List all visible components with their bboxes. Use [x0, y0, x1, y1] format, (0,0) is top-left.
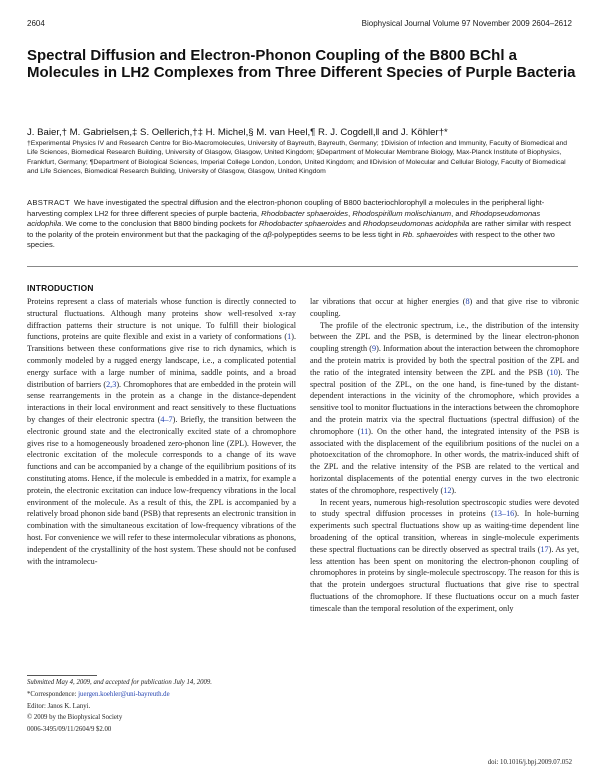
article-title: Spectral Diffusion and Electron-Phonon Coupling of the B800 BChl a Molecules in LH2 Complexes from Three Different Species of Purple Bacteria: [27, 47, 576, 81]
abstract-text: , and: [451, 208, 471, 218]
abstract-text: We have investigated the spectral diffusion and the electron-phonon coupling of B800 bacteriochlorophyll: [73, 198, 429, 207]
body-text: ). Information about the interaction between the chromophore and the protein matrix is provided by both the spectral position of the ZPL and the ratio of the integrated intensity between the ZPL and the PSB (: [310, 344, 579, 377]
abstract-italic-term: Rhodopseudomonas acidophila: [362, 219, 470, 229]
abstract-italic-term: Rhodobacter sphaeroides: [259, 219, 347, 229]
body-text: ). In hole-burning experiments such spectral fluctuations show up as waiting-time dependent line broadening of the optical transition, whereas in single-molecule experiments these spectral fluctuations can be directly observed as spectral trails (: [310, 509, 579, 554]
abstract: [27, 198, 577, 251]
editor-note: Editor: Janos K. Lanyi.: [27, 702, 91, 710]
body-text: ) and that give rise to vibronic coupling.: [310, 297, 579, 318]
body-paragraph: [310, 497, 579, 615]
abstract-text: and: [346, 219, 363, 229]
affiliations: †Experimental Physics IV and Research Centre for Bio-Macromolecules, University of Bayreuth, Bayreuth, Germany; ‡Division of Infection and Immunity, Faculty of Biomedical and Life Sciences, Biomedical Research Building, University of Glasgow, Glasgow, United Kingdom; §Department of Molecular Membrane Biology, Max-Planck Institute of Biophysics, Frankfurt, Germany; ¶Department of Biological Sciences, Imperial College London, London, United Kingdom; and ‖Division of Molecular and Cellular Biology, Faculty of Biomedical and Life Sciences, Biomedical Research Building, University of Glasgow, Glasgow, United Kingdom: [27, 140, 568, 176]
abstract-text: are rather similar with respect to the polarity of the protein environment but that the packaging of the: [27, 219, 572, 239]
correspondence-email-link[interactable]: juergen.koehler@uni-bayreuth.de: [78, 690, 170, 698]
copyright-note: © 2009 by the Biophysical Society: [27, 714, 123, 722]
footnotes: [27, 677, 297, 736]
body-text: In recent years, numerous high-resolution spectroscopic studies were devoted to study spectral diffusion processes in proteins (: [310, 497, 579, 519]
citation-link[interactable]: 8: [465, 297, 470, 306]
abstract-text: -polypeptides seems to be less tight in: [271, 229, 403, 239]
abstract-body: [27, 198, 571, 249]
footnote-divider: [27, 675, 97, 676]
body-text: The profile of the electronic spectrum, i.e., the distribution of the intensity between the ZPL and the PSB, is determined by the linear electron-phonon coupling strength (: [310, 320, 579, 354]
body-text: Proteins represent a class of materials whose function is directly connected to structural fluctuations. Although many proteins show well-resolved x-ray diffraction patterns their structure is not unique. To fulfill their biological functions, proteins are quite flexible and exist in a variety of conformations (: [27, 297, 296, 342]
abstract-text: with respect to the other two species.: [27, 229, 555, 250]
body-text: ). Transitions between these conformations give rise to rich dynamics, which is commonly modeled by a rugged energy landscape, i.e., a complicated potential energy surface with a large number of minima, saddle points, and a broad distribution of barriers (: [27, 332, 296, 389]
citation-link[interactable]: 9: [372, 344, 377, 354]
body-column-left: [27, 296, 296, 567]
body-paragraph: [310, 320, 579, 497]
page-number: 2604: [27, 19, 45, 28]
body-text: lar vibrations that occur at higher energies (: [310, 297, 466, 306]
body-text: ). Briefly, the transition between the electronic ground state and the electronically excited state of a chromophore gives rise to a homogeneously broadened zero-phonon line (ZPL). However, the electronic excitation of the molecule corresponds to a change of its wave functions and can be accompanied by a change of the equilibrium positions of its constituting atoms. Hence, if the molecule is embedded in a matrix, for example a protein, the electronic excitation can induce low-frequency vibrations in the local environment of the molecule. As a result of this, the ZPL is accompanied by a relatively broad phonon side band (PSB) that represents an electronic transition in combination with the simultaneous excitation of low-frequency vibrations of the host. For convenience we will refer to these intermolecular vibrations as phonons, independent of the crystallinity of the host system. These should not be confused with the intramolecu-: [27, 414, 296, 566]
citation-link[interactable]: 10: [549, 367, 558, 377]
body-paragraph: [310, 296, 579, 320]
citation-link[interactable]: 13–16: [493, 509, 515, 519]
submission-note: Submitted May 4, 2009, and accepted for publication July 14, 2009.: [27, 679, 212, 686]
abstract-italic-term: αβ: [262, 229, 272, 239]
body-text: ). As yet, less attention has been spent on monitoring the electron-phonon coupling of chromophores in proteins by single-molecule spectroscopy. The reason for this is that the protein undergoes structural fluctuations that give rise to spectral fluctuations of the chromophore. If these fluctuations occur on a much faster timescale than the temporal resolution of the experiment, only: [310, 544, 579, 613]
issn-note: 0006-3495/09/11/2604/9 $2.00: [27, 726, 112, 734]
running-head: Biophysical Journal Volume 97 November 2009 2604–2612: [361, 19, 572, 28]
section-heading-introduction: INTRODUCTION: [27, 283, 94, 293]
abstract-italic-term: Rhodobacter sphaeroides: [261, 208, 349, 218]
citation-link[interactable]: 2,3: [106, 379, 117, 389]
body-text: ). On the other hand, the integrated intensity of the PSB is associated with the displacement of the equilibrium positions of the nuclei on a photoexcitation of the chromophore. In other words, the matrix-induced shift of the ZPL and the relative intensity of the PSB are related to the vertical and horizontal displacements of the potential energy curves in the two electronic states of the chromophore, respectively (: [310, 426, 579, 495]
body-text: ). The spectral position of the ZPL, on the one hand, is fine-tuned by the distant-dependent interactions in the vicinity of the chromophore, which provides a sensitive tool to monitor fluctuations in the interactions between the chromophore and the protein matrix via the spectral fluctuations (spectral diffusion) of the chromophore (: [310, 367, 579, 436]
section-divider: [27, 266, 578, 267]
body-text: ). Chromophores that are embedded in the protein will sense rearrangements in the protein as a change in the distance-dependent interactions in their local environment and react sensitively to these fluctuations by changes of their electronic spectra (: [27, 379, 297, 424]
doi-link[interactable]: doi: 10.1016/j.bpj.2009.07.052: [487, 759, 572, 766]
author-list: J. Baier,† M. Gabrielsen,‡ S. Oellerich,†‡ H. Michel,§ M. van Heel,¶ R. J. Cogdell,‖ and J. Köhler†*: [27, 127, 448, 138]
citation-link[interactable]: 11: [360, 426, 369, 436]
citation-link[interactable]: 12: [443, 485, 452, 495]
body-paragraph: [27, 296, 296, 567]
abstract-label: ABSTRACT: [27, 198, 70, 207]
abstract-text: molecules in the peripheral light-harvesting complex LH2 for three different species of purple bacteria,: [27, 198, 545, 218]
citation-link[interactable]: 1: [287, 332, 292, 342]
citation-link[interactable]: 17: [540, 544, 549, 554]
abstract-italic-term: Rhodopseudomonas acidophila: [27, 208, 541, 229]
correspondence-note: *Correspondence: juergen.koehler@uni-bayreuth.de: [27, 690, 170, 698]
abstract-text: . We come to the conclusion that B800 binding pockets for: [61, 219, 260, 229]
abstract-italic-term: Rhodospirillum molischianum: [352, 208, 452, 218]
body-column-right: [310, 296, 579, 615]
abstract-italic-term: a: [428, 198, 433, 207]
body-text: ).: [451, 485, 457, 495]
citation-link[interactable]: 4–7: [160, 414, 173, 424]
abstract-text: ,: [348, 208, 353, 218]
abstract-italic-term: Rb. sphaeroides: [402, 229, 458, 239]
